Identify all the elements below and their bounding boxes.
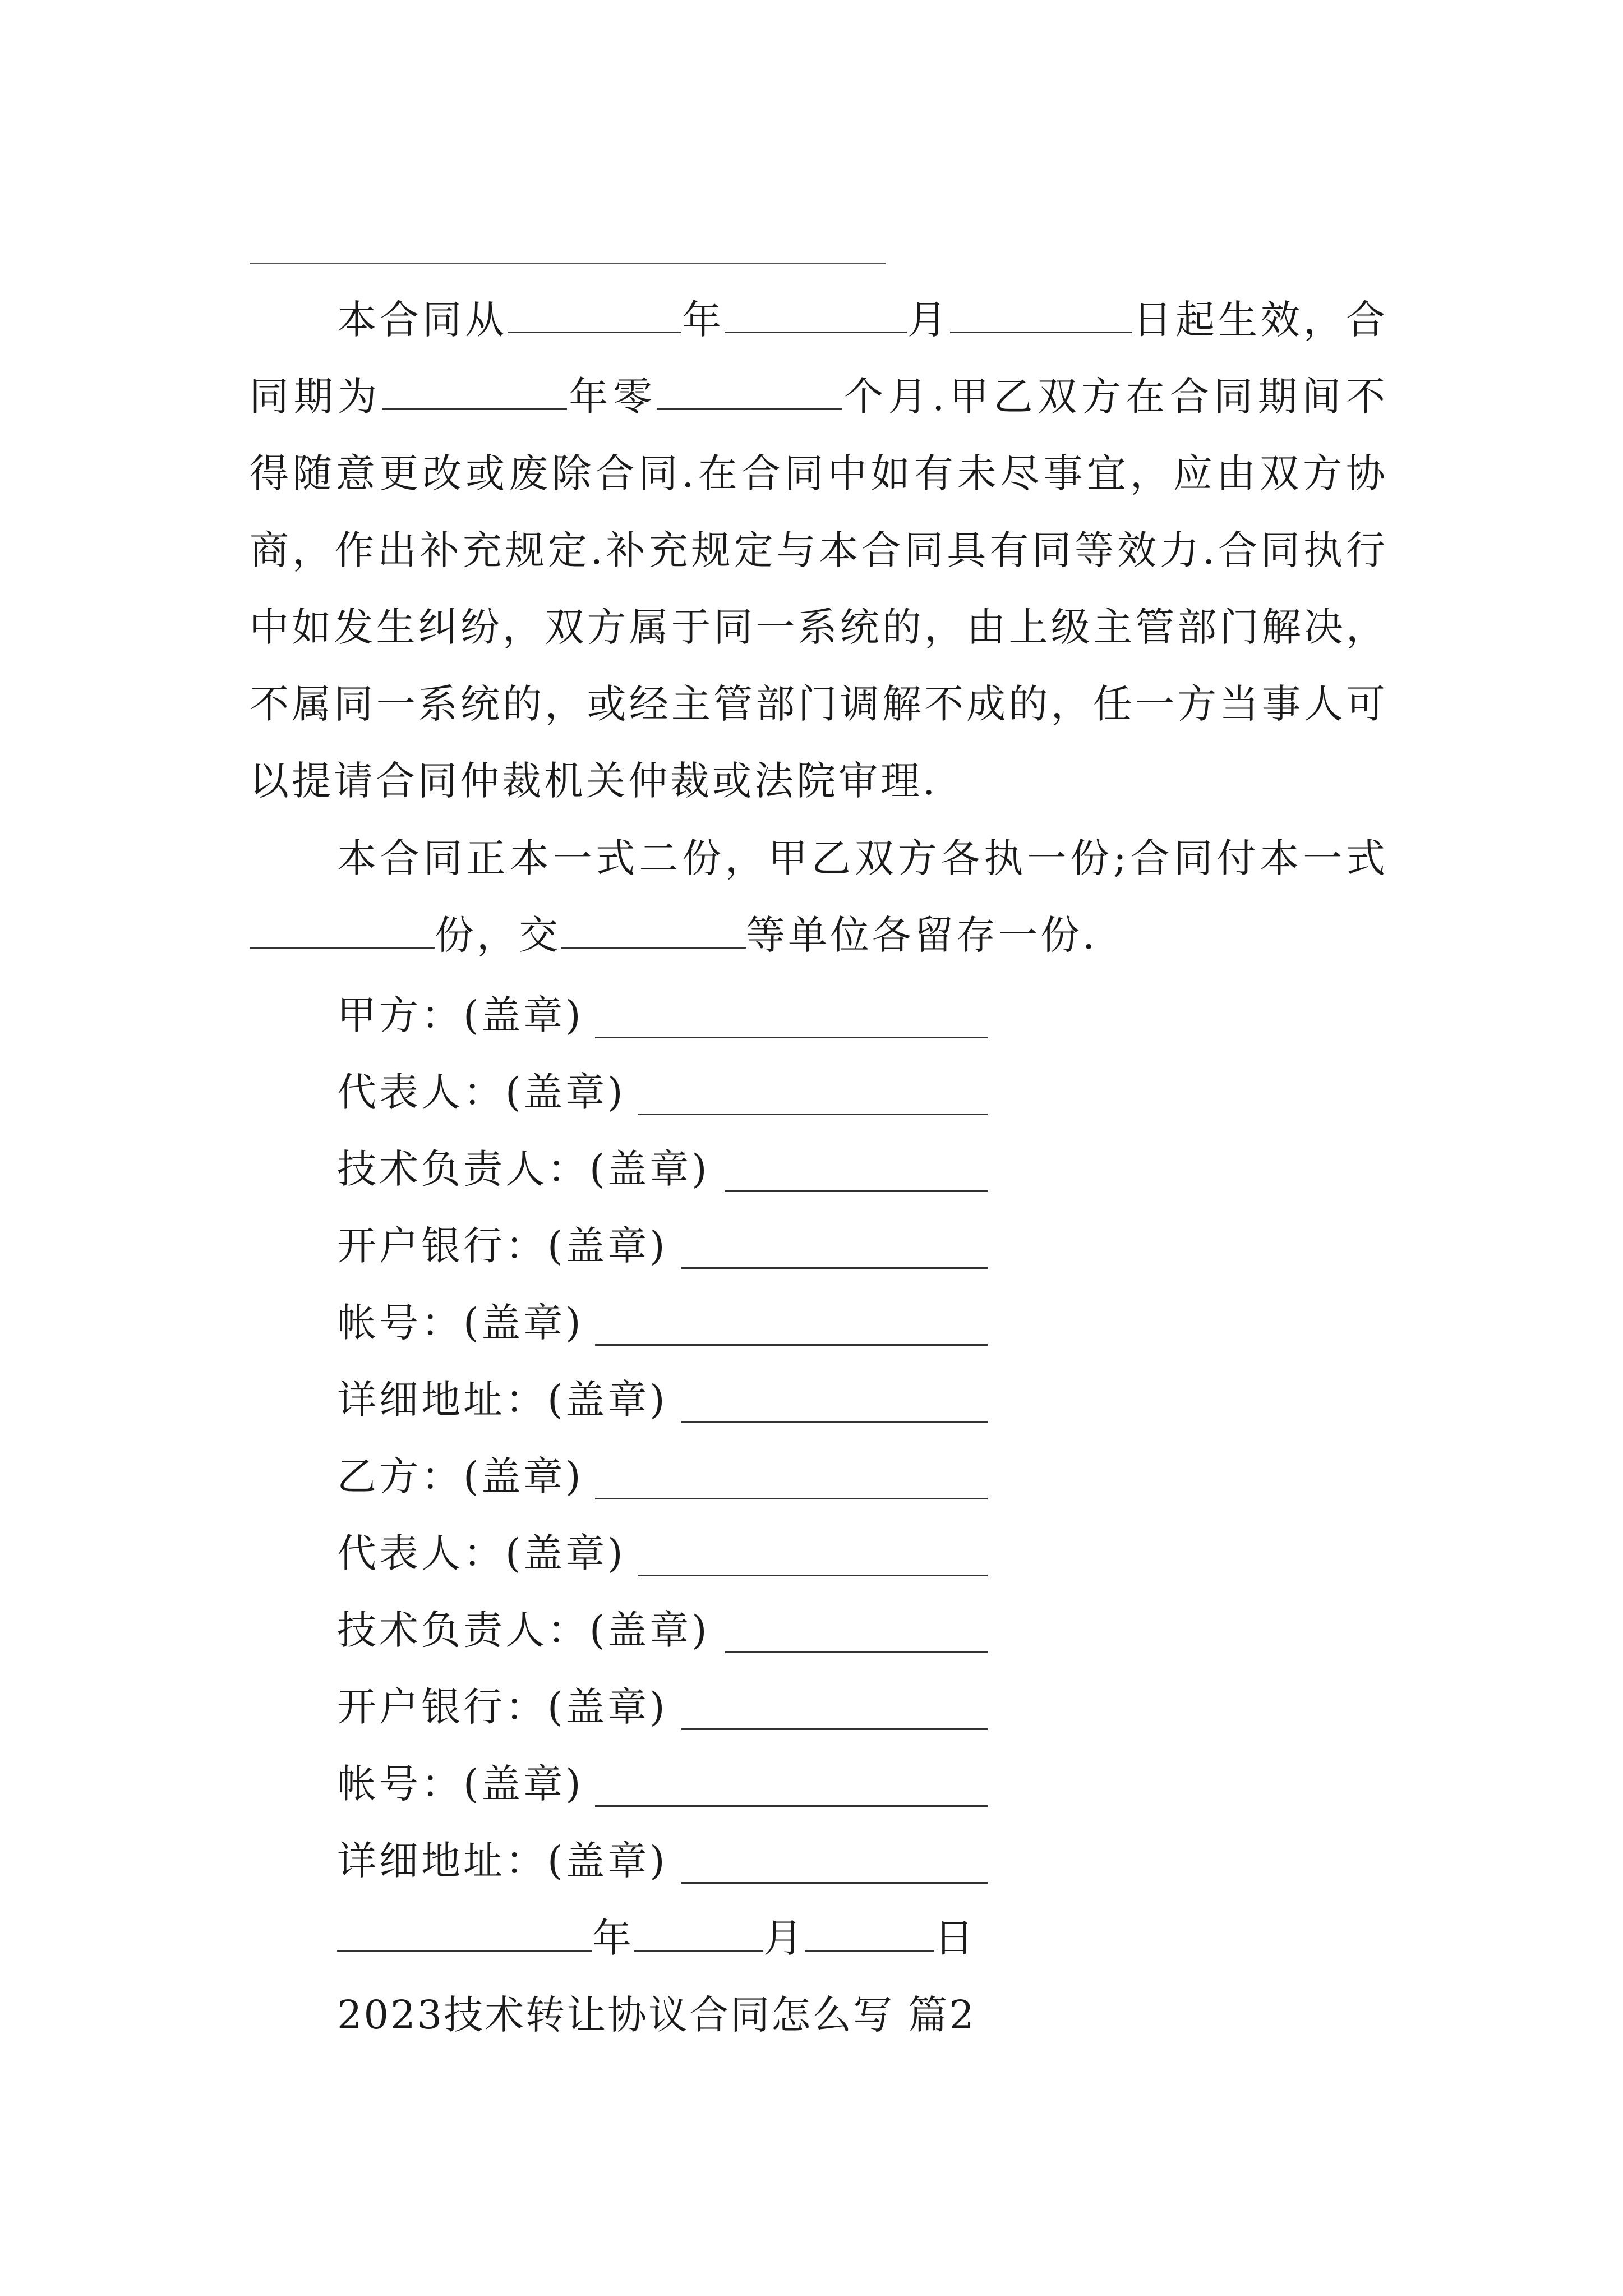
party-a-blank[interactable] xyxy=(595,1037,988,1038)
signature-line-party-a-tech: 技术负责人：(盖章) xyxy=(337,1141,710,1197)
date-month-label: 月 xyxy=(763,1915,805,1961)
date-year-blank[interactable] xyxy=(337,1916,592,1952)
party-a-address-blank[interactable] xyxy=(681,1421,988,1423)
party-b-bank-blank[interactable] xyxy=(681,1728,988,1730)
copies-count-blank[interactable] xyxy=(250,913,435,949)
date-day-label: 日 xyxy=(934,1915,976,1961)
signature-line-party-b-rep: 代表人：(盖章) xyxy=(337,1525,626,1581)
clause-copies-paragraph xyxy=(250,820,1388,974)
party-b-rep-blank[interactable] xyxy=(638,1575,988,1576)
signature-line-party-b: 乙方：(盖章) xyxy=(337,1448,584,1504)
start-year-blank[interactable] xyxy=(508,298,681,333)
party-a-account-blank[interactable] xyxy=(595,1344,988,1346)
party-b-address-blank[interactable] xyxy=(681,1882,988,1884)
signing-date-line xyxy=(337,1910,976,1966)
signature-line-party-a-bank: 开户银行：(盖章) xyxy=(337,1218,668,1274)
term-text-6: 个月.甲乙双方在合同期间不得随意更改或废除合同.在合同中如有未尽事宜，应由双方协商，作出补充规定.补充规定与本合同具有同等效力.合同执行中如发生纠纷，双方属于同一系统的，由上级主管部门解决，不属同一系统的，或经主管部门调解不成的，任一方当事人可以提请合同仲裁机关仲裁或法院审理. xyxy=(250,374,1389,804)
copies-recipient-blank[interactable] xyxy=(561,913,746,949)
top-divider xyxy=(250,263,886,264)
term-text-4: 日起生效，合同期为 xyxy=(250,297,1388,420)
signature-line-party-a-account: 帐号：(盖章) xyxy=(337,1295,584,1351)
clause-term-paragraph xyxy=(250,282,1388,820)
party-a-tech-blank[interactable] xyxy=(725,1190,988,1192)
copies-text-3: 等单位各留存一份. xyxy=(746,912,1098,958)
start-day-blank[interactable] xyxy=(950,298,1132,333)
party-b-account-blank[interactable] xyxy=(595,1805,988,1807)
party-a-rep-blank[interactable] xyxy=(638,1114,988,1115)
term-text-1: 本合同从 xyxy=(337,297,508,343)
signature-line-party-b-account: 帐号：(盖章) xyxy=(337,1756,584,1812)
date-year-label: 年 xyxy=(592,1915,634,1961)
start-month-blank[interactable] xyxy=(725,298,907,333)
next-section-heading: 2023技术转让协议合同怎么写 篇2 xyxy=(337,1992,976,2038)
copies-text-1: 本合同正本一式二份，甲乙双方各执一份;合同付本一式 xyxy=(337,835,1388,881)
date-month-blank[interactable] xyxy=(634,1916,763,1952)
term-years-blank[interactable] xyxy=(382,375,567,410)
term-months-blank[interactable] xyxy=(657,375,842,410)
signature-line-party-b-bank: 开户银行：(盖章) xyxy=(337,1679,668,1735)
signature-line-party-a: 甲方：(盖章) xyxy=(337,987,584,1043)
date-day-blank[interactable] xyxy=(805,1916,934,1952)
term-text-2: 年 xyxy=(681,297,725,343)
term-text-5: 年零 xyxy=(566,374,657,420)
signature-line-party-a-rep: 代表人：(盖章) xyxy=(337,1064,626,1120)
signature-line-party-a-address: 详细地址：(盖章) xyxy=(337,1372,668,1428)
party-b-tech-blank[interactable] xyxy=(725,1651,988,1653)
party-b-blank[interactable] xyxy=(595,1498,988,1499)
signature-line-party-b-address: 详细地址：(盖章) xyxy=(337,1833,668,1889)
party-a-bank-blank[interactable] xyxy=(681,1267,988,1269)
term-text-3: 月 xyxy=(907,297,950,343)
copies-text-2: 份，交 xyxy=(435,912,561,958)
signature-line-party-b-tech: 技术负责人：(盖章) xyxy=(337,1602,710,1658)
